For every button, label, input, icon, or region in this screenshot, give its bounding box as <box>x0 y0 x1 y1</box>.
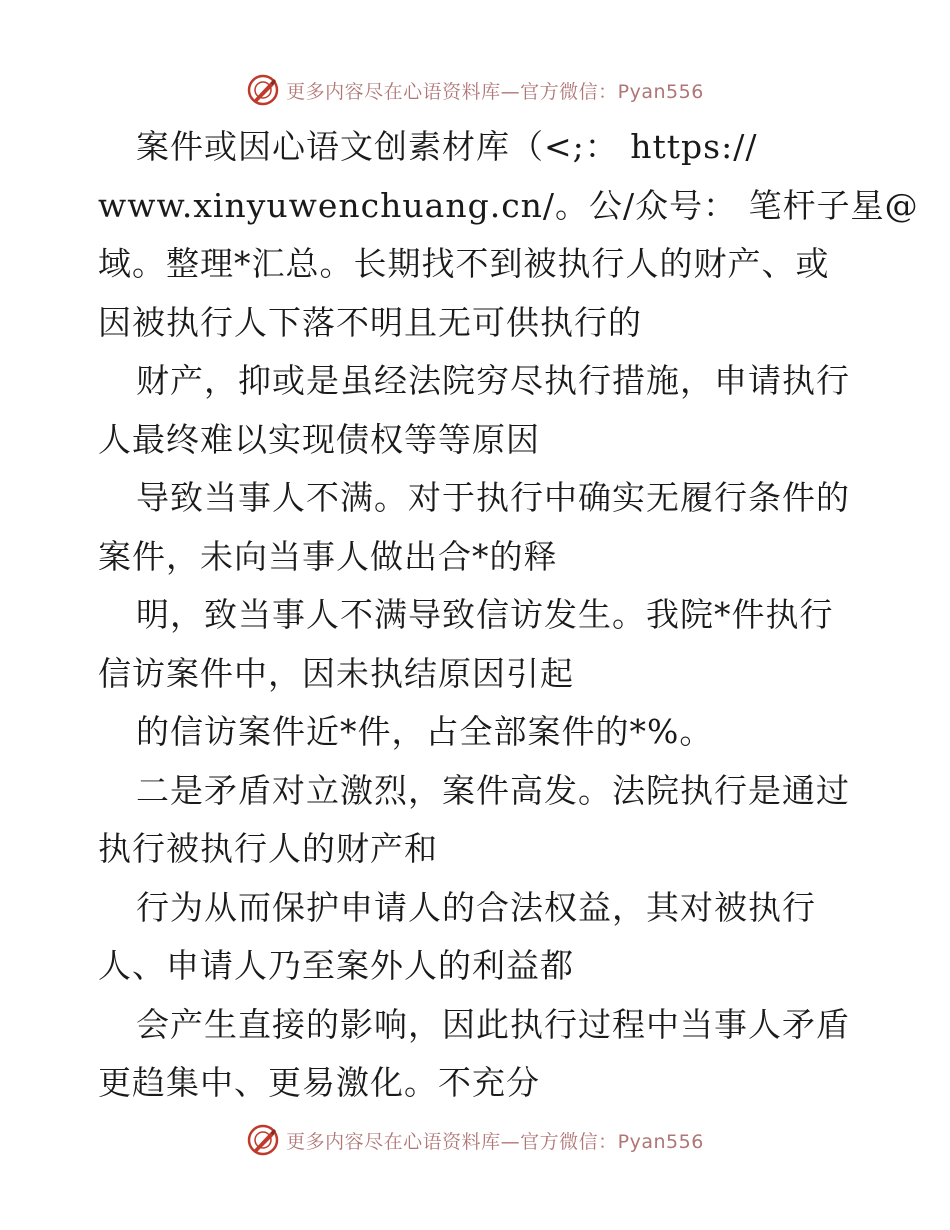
banner-text: 更多内容尽在心语资料库—官方微信：Pyan556 <box>286 80 704 103</box>
pen-logo-icon <box>246 73 280 107</box>
text-line: 因被执行人下落不明且无可供执行的 <box>98 302 642 342</box>
text-line: 执行被执行人的财产和 <box>98 829 438 868</box>
banner-text: 更多内容尽在心语资料库—官方微信：Pyan556 <box>286 1130 704 1153</box>
text-line: 会产生直接的影响，因此执行过程中当事人矛盾 <box>136 1004 850 1044</box>
text-line: 行为从而保护申请人的合法权益，其对被执行 <box>136 887 816 927</box>
text-line: 人、申请人乃至案外人的利益都 <box>98 946 574 985</box>
text-line: 导致当事人不满。对于执行中确实无履行条件的 <box>136 478 850 517</box>
text-line: 二是矛盾对立激烈，案件高发。法院执行是通过 <box>136 770 850 810</box>
text-line: 信访案件中，因未执结原因引起 <box>98 653 574 693</box>
document-body <box>98 118 919 1113</box>
text-line: 明，致当事人不满导致信访发生。我院*件执行 <box>136 595 834 634</box>
text-line: www.xinyuwenchuang.cn/。公/众号： 笔杆子星@ <box>98 185 919 225</box>
text-line: 案件或因心语文创素材库（<;： https:// <box>136 127 758 166</box>
text-line: 域。整理*汇总。长期找不到被执行人的财产、或 <box>98 244 830 283</box>
text-line: 财产，抑或是虽经法院穷尽执行措施，申请执行 <box>136 361 850 400</box>
header-banner <box>0 70 950 110</box>
text-line: 人最终难以实现债权等等原因 <box>98 419 540 459</box>
pen-logo-icon <box>246 1123 280 1157</box>
text-line: 更趋集中、更易激化。不充分 <box>98 1063 540 1102</box>
text-line: 案件，未向当事人做出合*的释 <box>98 536 558 576</box>
text-line: 的信访案件近*件，占全部案件的*%。 <box>136 712 714 751</box>
footer-banner <box>0 1120 950 1160</box>
